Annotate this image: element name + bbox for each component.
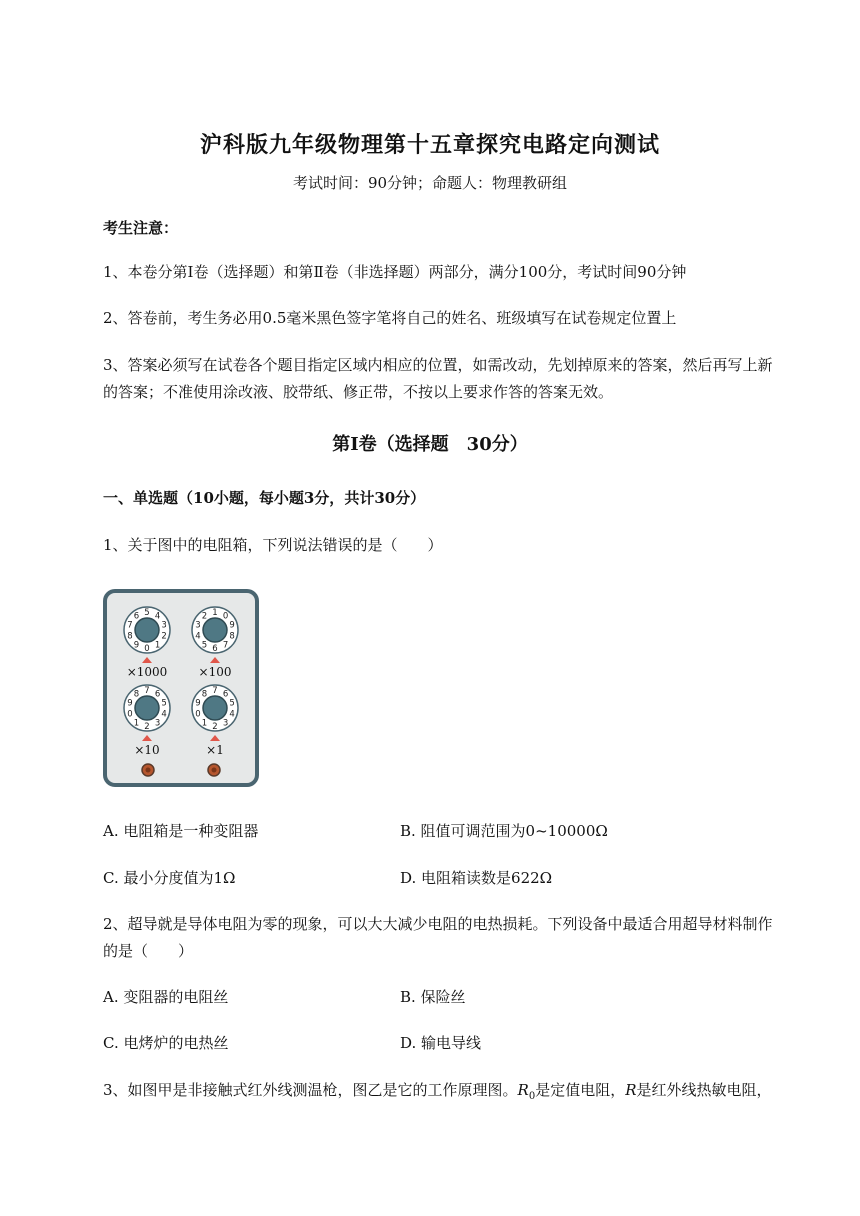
dial-digit: 7 [144, 686, 150, 696]
dial-knob [135, 618, 159, 642]
dial-digit: 0 [144, 644, 150, 654]
q2-option-b: B. 保险丝 [400, 988, 466, 1006]
question-2-stem-cont: 的是（ ） [103, 942, 194, 960]
dial-digit: 9 [133, 640, 140, 651]
exam-title: 沪科版九年级物理第十五章探究电路定向测试 [199, 132, 660, 158]
q1-option-d: D. 电阻箱读数是622Ω [400, 869, 553, 887]
dial-digit: 6 [212, 644, 218, 654]
question-2-stem: 2、超导就是导体电阻为零的现象，可以大大减少电阻的电热损耗。下列设备中最适合用超导材料制作 [103, 915, 773, 933]
question-1-stem: 1、关于图中的电阻箱，下列说法错误的是（ ） [103, 536, 443, 554]
resistance-box-figure [102, 588, 260, 788]
dial-digit: 2 [212, 722, 218, 732]
question-3-text-c: 是红外线热敏电阻， [636, 1081, 772, 1099]
dial-digit: 9 [195, 698, 201, 709]
r0-symbol: R [517, 1081, 529, 1099]
dial-knob [203, 696, 227, 720]
dial-digit: 8 [127, 631, 133, 642]
dial-digit: 1 [133, 718, 140, 729]
dial-knob [203, 618, 227, 642]
notice-item-1: 1、本卷分第Ⅰ卷（选择题）和第Ⅱ卷（非选择题）两部分，满分100分，考试时间90分钟 [103, 263, 687, 281]
dial-digit: 0 [127, 709, 133, 720]
dial-digit: 1 [212, 608, 218, 618]
dial-digit: 0 [222, 611, 229, 622]
dial-digit: 5 [229, 698, 235, 709]
notice-item-3: 3、答案必须写在试卷各个题目指定区域内相应的位置，如需改动，先划掉原来的答案，然后再写上新 [103, 356, 773, 374]
dial-digit: 5 [201, 640, 208, 651]
r0-subscript: 0 [528, 1091, 536, 1102]
dial-digit: 2 [161, 631, 167, 642]
dial-digit: 4 [154, 611, 161, 622]
dial-digit: 7 [212, 686, 218, 696]
dial-digit: 6 [222, 689, 229, 700]
dial-digit: 2 [201, 611, 208, 622]
dial-multiplier-label: ×10 [134, 743, 160, 757]
dial-digit: 6 [133, 611, 140, 622]
dial-digit: 8 [133, 689, 140, 700]
dial-digit: 3 [222, 718, 229, 729]
notice-item-2: 2、答卷前，考生务必用0.5毫米黑色签字笔将自己的姓名、班级填写在试卷规定位置上 [103, 309, 677, 327]
question-3-text-a: 3、如图甲是非接触式红外线测温枪，图乙是它的工作原理图。 [103, 1081, 518, 1099]
notice-item-3-cont: 的答案；不准使用涂改液、胶带纸、修正带，不按以上要求作答的答案无效。 [103, 383, 614, 401]
part-title: 一、单选题（10小题，每小题3分，共计30分） [103, 489, 426, 507]
dial-digit: 5 [161, 698, 167, 709]
q2-option-d: D. 输电导线 [400, 1034, 482, 1052]
dial-digit: 8 [201, 689, 208, 700]
dial-digit: 1 [201, 718, 208, 729]
dial-digit: 4 [195, 631, 201, 642]
dial-multiplier-label: ×1000 [126, 665, 168, 679]
dial-digit: 3 [195, 620, 201, 631]
q2-option-c: C. 电烤炉的电热丝 [103, 1034, 229, 1052]
exam-subtitle: 考试时间：90分钟；命题人：物理教研组 [292, 174, 568, 192]
dial-multiplier-label: ×100 [198, 665, 232, 679]
q2-option-a: A. 变阻器的电阻丝 [103, 988, 229, 1006]
question-3-stem [103, 1076, 803, 1111]
q1-option-a: A. 电阻箱是一种变阻器 [103, 822, 259, 840]
dial-digit: 4 [161, 709, 167, 720]
dial-2 [192, 607, 238, 679]
dial-digit: 9 [229, 620, 235, 631]
dial-knob [135, 696, 159, 720]
dial-digit: 0 [195, 709, 201, 720]
dial-digit: 3 [154, 718, 161, 729]
dial-digit: 4 [229, 709, 235, 720]
dial-digit: 9 [127, 698, 133, 709]
dial-digit: 1 [154, 640, 161, 651]
section-title: 第Ⅰ卷（选择题 30分） [332, 434, 528, 455]
notice-heading: 考生注意： [103, 219, 179, 237]
dial-digit: 5 [144, 608, 150, 618]
question-3-text-b: 是定值电阻， [535, 1081, 626, 1099]
q1-option-b: B. 阻值可调范围为0~10000Ω [400, 822, 608, 840]
dial-multiplier-label: ×1 [206, 743, 224, 757]
dial-digit: 7 [222, 640, 229, 651]
dial-digit: 6 [154, 689, 161, 700]
dial-digit: 3 [161, 620, 167, 631]
dial-digit: 2 [144, 722, 150, 732]
r-symbol: R [625, 1081, 637, 1099]
dial-digit: 7 [127, 620, 133, 631]
dial-1 [124, 607, 170, 679]
q1-option-c: C. 最小分度值为1Ω [103, 869, 236, 887]
dial-digit: 8 [229, 631, 235, 642]
